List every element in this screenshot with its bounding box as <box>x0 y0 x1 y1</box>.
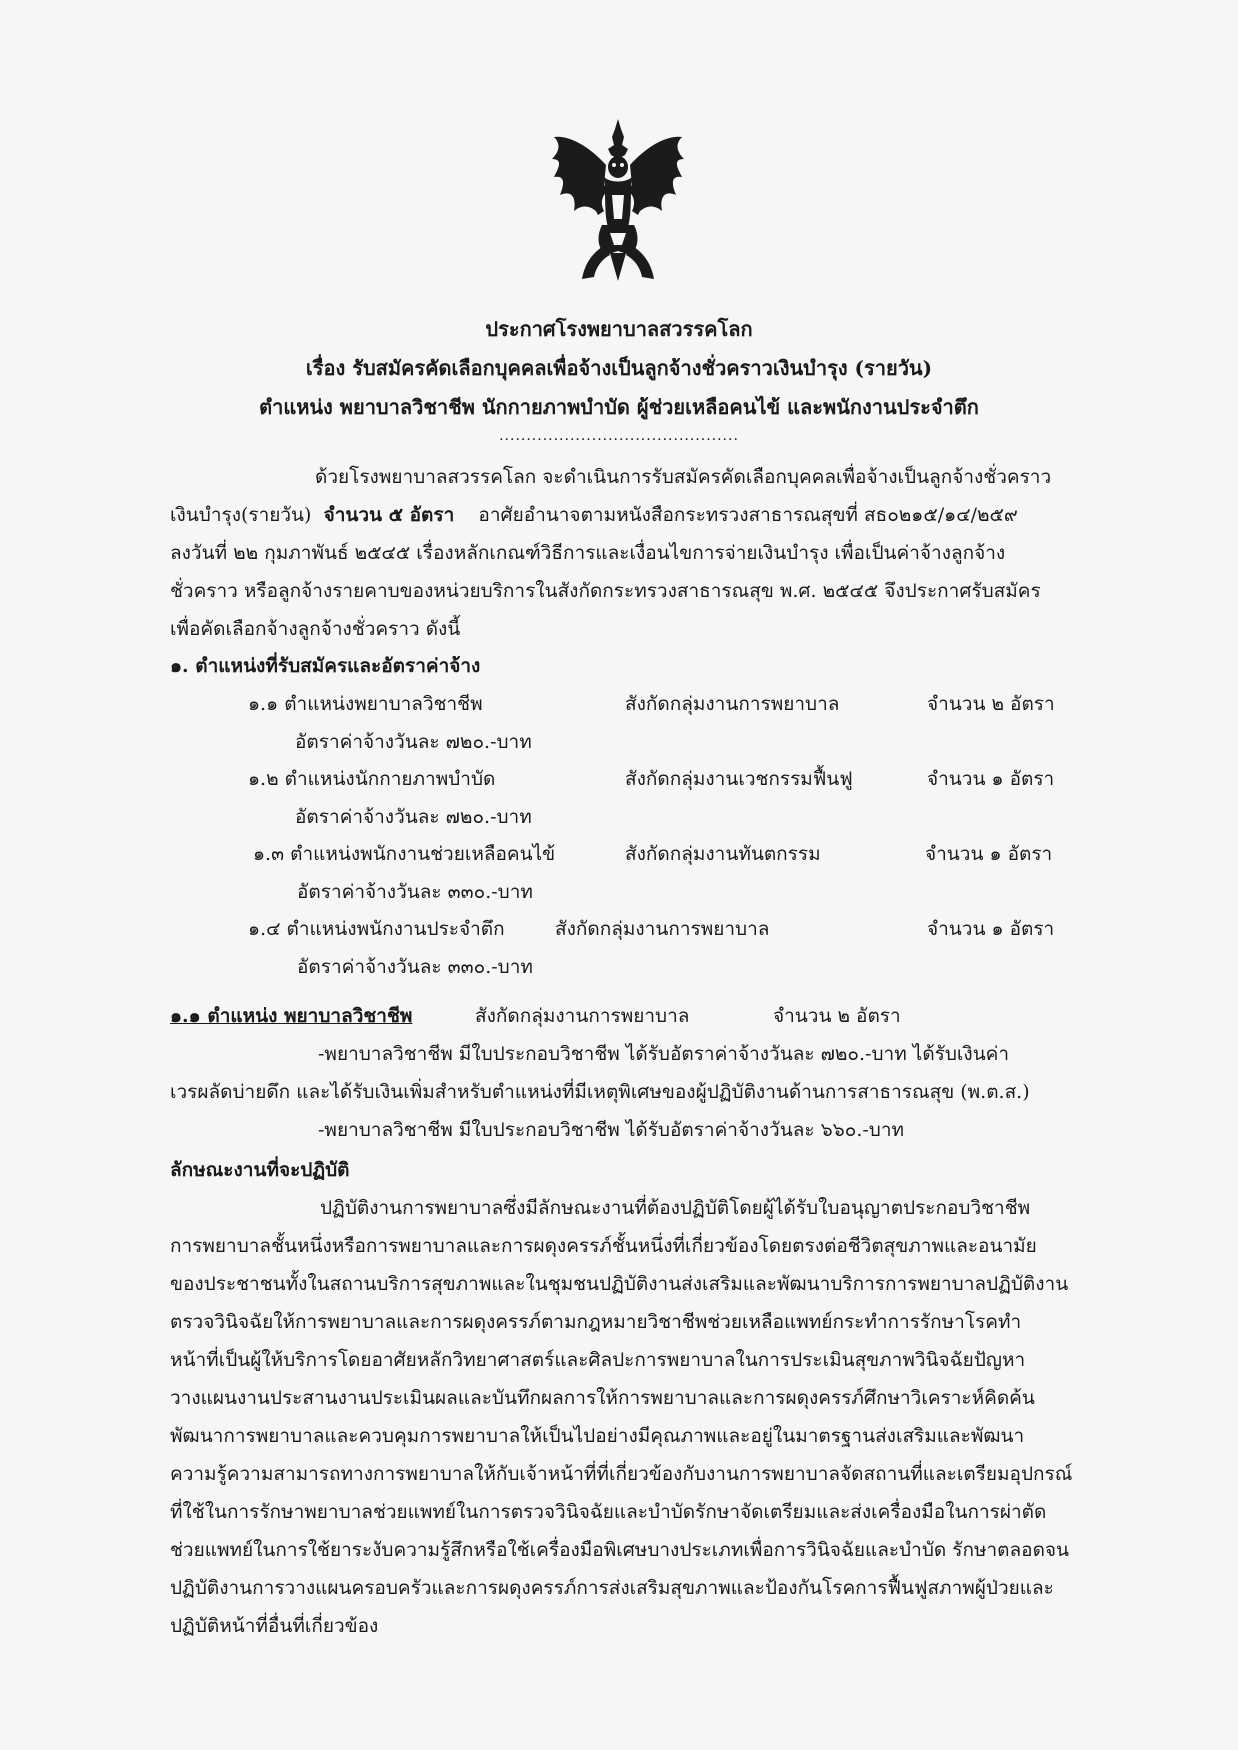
intro-line-2-c: อาศัยอำนาจตามหนังสือกระทรวงสาธารณสุขที่ สธ๐๒๑๕/๑๔/๒๕๙ <box>478 504 1018 526</box>
duties-line-6: วางแผนงานประสานงานประเมินผลและบันทึกผลการให้การพยาบาลและการผดุงครรภ์ศึกษาวิเคราะห์คิดค้น <box>170 1387 1035 1409</box>
duties-line-3: ของประชาชนทั้งในสถานบริการสุขภาพและในชุมชนปฏิบัติงานส่งเสริมและพัฒนาบริการการพยาบาลปฏิบัติงาน <box>170 1273 1069 1295</box>
duties-line-8: ความรู้ความสามารถทางการพยาบาลให้กับเจ้าหน้าที่ที่เกี่ยวข้องกับงานการพยาบาลจัดสถานที่และเตรียมอุปกรณ์ <box>170 1463 1073 1485</box>
duties-line-1: ปฏิบัติงานการพยาบาลซึ่งมีลักษณะงานที่ต้องปฏิบัติโดยผู้ได้รับใบอนุญาตประกอบวิชาชีพ <box>320 1197 1031 1219</box>
position-1-name: ๑.๑ ตำแหน่งพยาบาลวิชาชีพ <box>248 693 483 715</box>
duties-line-2: การพยาบาลชั้นหนึ่งหรือการพยาบาลและการผดุงครรภ์ชั้นหนึ่งที่เกี่ยวข้องโดยตรงต่อชีวิตสุขภาพและอนามัย <box>170 1235 1037 1257</box>
position-1-wage: อัตราค่าจ้างวันละ ๗๒๐.-บาท <box>295 731 532 753</box>
detail-line-3: -พยาบาลวิชาชีพ มีใบประกอบวิชาชีพ ได้รับอัตราค่าจ้างวันละ ๖๖๐.-บาท <box>318 1119 905 1141</box>
position-3-name: ๑.๓ ตำแหน่งพนักงานช่วยเหลือคนไข้ <box>253 843 556 865</box>
duties-line-5: หน้าที่เป็นผู้ให้บริการโดยอาศัยหลักวิทยาศาสตร์และศิลปะการพยาบาลในการประเมินสุขภาพวินิจฉัยปัญหา <box>170 1349 1026 1371</box>
detail-line-2: เวรผลัดบ่ายดึก และได้รับเงินเพิ่มสำหรับตำแหน่งที่มีเหตุพิเศษของผู้ปฏิบัติงานด้านการสาธารณสุข (พ.ต.ส.) <box>170 1081 1030 1103</box>
position-2-dept: สังกัดกลุ่มงานเวชกรรมฟื้นฟู <box>625 768 853 790</box>
announcement-positions: ตำแหน่ง พยาบาลวิชาชีพ นักกายภาพบำบัด ผู้ช่วยเหลือคนไข้ และพนักงานประจำตึก <box>259 395 979 419</box>
intro-line-1: ด้วยโรงพยาบาลสวรรคโลก จะดำเนินการรับสมัครคัดเลือกบุคคลเพื่อจ้างเป็นลูกจ้างชั่วคราว <box>315 466 1052 488</box>
position-4-count: จำนวน ๑ อัตรา <box>927 918 1055 940</box>
duties-line-4: ตรวจวินิจฉัยให้การพยาบาลและการผดุงครรภ์ตามกฎหมายวิชาชีพช่วยเหลือแพทย์กระทำการรักษาโรคทำ <box>170 1311 1022 1333</box>
position-4-wage: อัตราค่าจ้างวันละ ๓๓๐.-บาท <box>297 956 533 978</box>
duties-line-9: ที่ใช้ในการรักษาพยาบาลช่วยแพทย์ในการตรวจวินิจฉัยและบำบัดรักษาจัดเตรียมและส่งเครื่องมือในการผ่าตัด <box>170 1501 1047 1523</box>
position-2-name: ๑.๒ ตำแหน่งนักกายภาพบำบัด <box>248 768 496 790</box>
intro-line-2 <box>170 503 1018 527</box>
position-3-dept: สังกัดกลุ่มงานทันตกรรม <box>625 843 821 865</box>
duties-line-10: ช่วยแพทย์ในการใช้ยาระงับความรู้สึกหรือใช้เครื่องมือพิเศษบางประเภทเพื่อการวินิจฉัยและบำบัด รักษาตลอดจน <box>170 1539 1070 1561</box>
detail-heading: ๑.๑ ตำแหน่ง พยาบาลวิชาชีพ <box>170 1005 413 1027</box>
position-4-dept: สังกัดกลุ่มงานการพยาบาล <box>555 918 770 940</box>
position-1-dept: สังกัดกลุ่มงานการพยาบาล <box>625 693 840 715</box>
title-separator: ............................................ <box>499 428 739 444</box>
position-4-name: ๑.๔ ตำแหน่งพนักงานประจำตึก <box>248 918 505 940</box>
intro-line-3: ลงวันที่ ๒๒ กุมภาพันธ์ ๒๕๔๕ เรื่องหลักเกณฑ์วิธีการและเงื่อนไขการจ่ายเงินบำรุง เพื่อเป็นค่าจ้างลูกจ้าง <box>170 542 1006 564</box>
duties-line-11: ปฏิบัติงานการวางแผนครอบครัวและการผดุงครรภ์การส่งเสริมสุขภาพและป้องกันโรคการฟื้นฟูสภาพผู้ป่วยและ <box>170 1577 1054 1599</box>
detail-count: จำนวน ๒ อัตรา <box>773 1005 901 1027</box>
position-1-count: จำนวน ๒ อัตรา <box>927 693 1055 715</box>
duties-line-7: พัฒนาการพยาบาลและควบคุมการพยาบาลให้เป็นไปอย่างมีคุณภาพและอยู่ในมาตรฐานส่งเสริมและพัฒนา <box>170 1425 1025 1447</box>
garuda-emblem-icon <box>548 115 688 285</box>
intro-line-2-count: จำนวน ๕ อัตรา <box>323 504 455 526</box>
duties-heading: ลักษณะงานที่จะปฏิบัติ <box>170 1159 350 1181</box>
position-2-wage: อัตราค่าจ้างวันละ ๗๒๐.-บาท <box>295 806 532 828</box>
intro-line-2-a: เงินบำรุง(รายวัน) <box>170 504 312 526</box>
announcement-title: ประกาศโรงพยาบาลสวรรคโลก <box>485 317 753 341</box>
position-3-wage: อัตราค่าจ้างวันละ ๓๓๐.-บาท <box>297 881 533 903</box>
detail-dept: สังกัดกลุ่มงานการพยาบาล <box>475 1005 690 1027</box>
intro-line-4: ชั่วคราว หรือลูกจ้างรายคาบของหน่วยบริการในสังกัดกระทรวงสาธารณสุข พ.ศ. ๒๕๔๕ จึงประกาศรับสมัคร <box>170 580 1041 602</box>
duties-line-12: ปฏิบัติหน้าที่อื่นที่เกี่ยวข้อง <box>170 1615 379 1637</box>
intro-line-5: เพื่อคัดเลือกจ้างลูกจ้างชั่วคราว ดังนี้ <box>170 618 461 640</box>
detail-line-1: -พยาบาลวิชาชีพ มีใบประกอบวิชาชีพ ได้รับอัตราค่าจ้างวันละ ๗๒๐.-บาท ได้รับเงินค่า <box>318 1043 1010 1065</box>
section1-heading: ๑. ตำแหน่งที่รับสมัครและอัตราค่าจ้าง <box>170 655 481 677</box>
position-2-count: จำนวน ๑ อัตรา <box>927 768 1055 790</box>
position-3-count: จำนวน ๑ อัตรา <box>925 843 1053 865</box>
announcement-subject: เรื่อง รับสมัครคัดเลือกบุคคลเพื่อจ้างเป็นลูกจ้างชั่วคราวเงินบำรุง (รายวัน) <box>305 356 933 380</box>
